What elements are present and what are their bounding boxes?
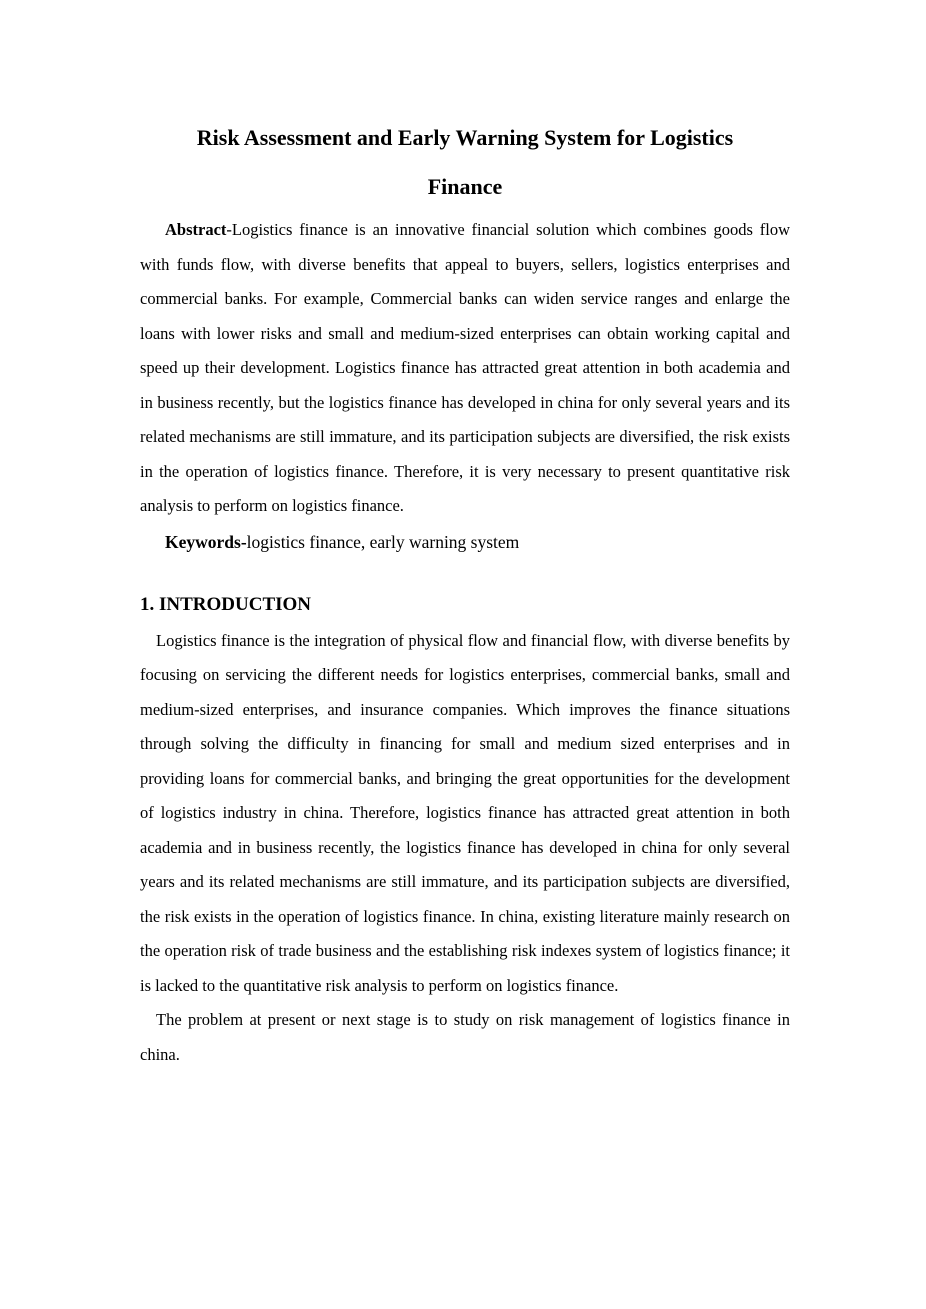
paper-title-line-2: Finance	[427, 174, 503, 199]
page-content	[140, 0, 790, 1072]
keywords-label: Keywords-	[165, 531, 247, 552]
keywords-text: logistics finance, early warning system	[246, 531, 520, 552]
keywords-line	[140, 524, 790, 560]
paper-title-line-1: Risk Assessment and Early Warning System for Logistics	[196, 125, 734, 150]
abstract-paragraph	[140, 213, 790, 524]
abstract-text: Logistics finance is an innovative financial solution which combines goods flow with funds flow, with diverse benefits that appeal to buyers, sellers, logistics enterprises and commercial banks. For example, Commercial banks can widen service ranges and enlarge the loans with lower risks and small and medium-sized enterprises can obtain working capital and speed up their development. Logistics finance has attracted great attention in both academia and in business recently, but the logistics finance has developed in china for only several years and its related mechanisms are still immature, and its participation subjects are diversified, the risk exists in the operation of logistics finance. Therefore, it is very necessary to present quantitative risk analysis to perform on logistics finance.	[140, 220, 790, 515]
introduction-paragraph-2: The problem at present or next stage is to study on risk management of logistics finance in china.	[140, 1010, 790, 1064]
introduction-paragraph-1: Logistics finance is the integration of physical flow and financial flow, with diverse benefits by focusing on servicing the different needs for logistics enterprises, commercial banks, small and medium-sized enterprises, and insurance companies. Which improves the finance situations through solving the difficulty in financing for small and medium sized enterprises and in providing loans for commercial banks, and bringing the great opportunities for the development of logistics industry in china. Therefore, logistics finance has attracted great attention in both academia and in business recently, the logistics finance has developed in china for only several years and its related mechanisms are still immature, and its participation subjects are diversified, the risk exists in the operation of logistics finance. In china, existing literature mainly research on the operation risk of trade business and the establishing risk indexes system of logistics finance; it is lacked to the quantitative risk analysis to perform on logistics finance.	[140, 630, 790, 995]
section-heading-introduction: 1. INTRODUCTION	[140, 593, 312, 615]
abstract-separator: -	[226, 220, 232, 239]
paper-title	[140, 113, 790, 211]
abstract-label: Abstract	[165, 220, 227, 239]
